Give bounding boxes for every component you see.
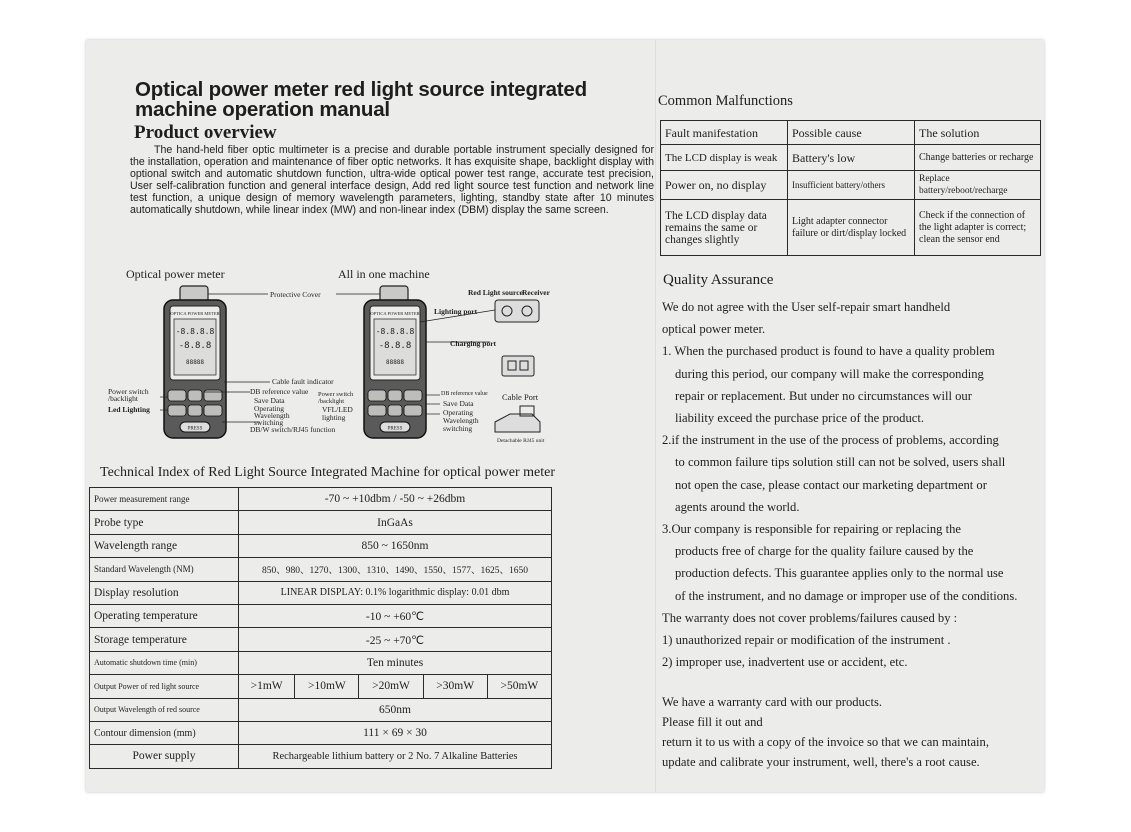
spec-value: 650nm bbox=[239, 698, 552, 721]
spec-label: Output Wavelength of red source bbox=[90, 698, 239, 721]
qa-line: The warranty does not cover problems/failures caused by : bbox=[662, 610, 958, 625]
svg-text:-8.8.8.8: -8.8.8.8 bbox=[175, 327, 215, 336]
cell: Replace battery/reboot/recharge bbox=[915, 171, 1041, 200]
callout-detachable-rj45: Detachable RJ45 unit bbox=[497, 438, 545, 444]
spec-row bbox=[90, 511, 552, 534]
right-page bbox=[657, 40, 1044, 792]
warranty-line: return it to us with a copy of the invoice so that we can maintain, bbox=[662, 735, 990, 749]
warranty-line: Please fill it out and bbox=[662, 715, 763, 729]
svg-text:-8.8.8: -8.8.8 bbox=[378, 341, 412, 351]
device-label-right: OPTICA POWER METER bbox=[370, 311, 420, 316]
optical-power-meter-device bbox=[164, 286, 226, 438]
malfunctions-table bbox=[660, 120, 1041, 256]
qa-line: optical power meter. bbox=[662, 322, 766, 337]
device-label-left: OPTICA POWER METER bbox=[170, 311, 220, 316]
spec-value: >50mW bbox=[487, 675, 551, 698]
caption-optical-power-meter: Optical power meter bbox=[126, 267, 225, 281]
device-diagram bbox=[100, 282, 550, 462]
callout-power-switch-mid-1: Power switch bbox=[318, 391, 354, 398]
callout-db-reference-left: DB reference value bbox=[250, 387, 309, 396]
callout-operating-right-1: Operating bbox=[443, 408, 473, 417]
cell: Power on, no display bbox=[661, 171, 788, 200]
cell: Change batteries or recharge bbox=[915, 145, 1041, 171]
manual-sheet bbox=[86, 40, 1044, 792]
spec-value: >30mW bbox=[423, 675, 487, 698]
spec-value: LINEAR DISPLAY: 0.1% logarithmic display: 0.01 dbm bbox=[239, 581, 552, 604]
spec-table bbox=[89, 487, 552, 769]
spec-value: -10 ~ +60℃ bbox=[239, 604, 552, 627]
svg-text:-8.8.8: -8.8.8 bbox=[178, 341, 212, 351]
spec-label: Contour dimension (mm) bbox=[90, 721, 239, 744]
spec-label: Standard Wavelength (NM) bbox=[90, 558, 239, 581]
cell: Light adapter connector failure or dirt/display locked bbox=[788, 200, 915, 256]
warranty-line: update and calibrate your instrument, well, there's a root cause. bbox=[662, 755, 980, 769]
left-page bbox=[86, 40, 655, 792]
spec-label: Display resolution bbox=[90, 581, 239, 604]
press-button-right: PRESS bbox=[387, 426, 403, 432]
qa-line: agents around the world. bbox=[675, 499, 800, 514]
qa-line: 2) improper use, inadvertent use or accident, etc. bbox=[662, 655, 908, 670]
callout-power-switch-left-2: /backlight bbox=[108, 394, 138, 403]
callout-red-light-source: Red Light source bbox=[468, 288, 523, 297]
spec-row bbox=[90, 534, 552, 557]
spec-value: -25 ~ +70℃ bbox=[239, 628, 552, 651]
spec-row bbox=[90, 604, 552, 627]
warranty-text bbox=[662, 692, 1042, 772]
warranty-line: We have a warranty card with our products. bbox=[662, 695, 882, 709]
callout-db-reference-right: DB reference value bbox=[441, 391, 488, 397]
spec-value: >1mW bbox=[239, 675, 295, 698]
svg-text:88888: 88888 bbox=[185, 359, 205, 366]
callout-power-switch-mid-2: /backlight bbox=[318, 398, 344, 405]
spec-value: Ten minutes bbox=[239, 651, 552, 674]
spec-row bbox=[90, 651, 552, 674]
cell: The LCD display data remains the same or changes slightly bbox=[661, 200, 788, 256]
qa-line: liability exceed the purchase price of the product. bbox=[675, 411, 924, 426]
spec-row bbox=[90, 628, 552, 651]
spec-row bbox=[90, 721, 552, 744]
spec-row bbox=[90, 581, 552, 604]
qa-line: products free of charge for the quality failure caused by the bbox=[675, 544, 974, 559]
svg-text:88888: 88888 bbox=[385, 359, 405, 366]
spec-label: Probe type bbox=[90, 511, 239, 534]
qa-line: 3.Our company is responsible for repairing or replacing the bbox=[662, 522, 962, 537]
spec-value: -70 ~ +10dbm / -50 ~ +26dbm bbox=[239, 488, 552, 511]
qa-line: 1) unauthorized repair or modification of the instrument . bbox=[662, 633, 951, 648]
quality-assurance-text bbox=[662, 296, 1042, 673]
spec-label: Wavelength range bbox=[90, 534, 239, 557]
press-button-left: PRESS bbox=[187, 426, 203, 432]
header-cell: Possible cause bbox=[788, 121, 915, 145]
spec-value: >20mW bbox=[359, 675, 423, 698]
spec-row bbox=[90, 698, 552, 721]
caption-all-in-one: All in one machine bbox=[338, 267, 430, 281]
spec-value: 111 × 69 × 30 bbox=[239, 721, 552, 744]
callout-lighting-port: Lighting port bbox=[434, 307, 478, 316]
callout-save-data-left: Save Data bbox=[254, 396, 285, 405]
table-header-row bbox=[661, 121, 1041, 145]
spec-label: Output Power of red light source bbox=[90, 675, 239, 698]
qa-line: 2.if the instrument in the use of the process of problems, according bbox=[662, 433, 999, 448]
spec-value: 850、980、1270、1300、1310、1490、1550、1577、1625、1650 bbox=[239, 558, 552, 581]
callout-operating-right-2: Wavelength bbox=[443, 416, 479, 425]
spec-label: Power measurement range bbox=[90, 488, 239, 511]
qa-line: production defects. This guarantee applies only to the normal use bbox=[675, 566, 1004, 581]
spec-table-title: Technical Index of Red Light Source Integrated Machine for optical power meter bbox=[100, 465, 556, 480]
svg-text:-8.8.8.8: -8.8.8.8 bbox=[375, 327, 415, 336]
callout-protective-cover: Protective Cover bbox=[270, 290, 321, 299]
spec-row bbox=[90, 558, 552, 581]
page-title: Optical power meter red light source integrated machine operation manual bbox=[135, 78, 587, 121]
spec-value: >10mW bbox=[295, 675, 359, 698]
callout-charging-port: Charging port bbox=[450, 339, 497, 348]
spec-label: Power supply bbox=[90, 745, 239, 768]
callout-power-switch-left-1: Power switch bbox=[108, 387, 149, 396]
callout-vfl-2: lighting bbox=[322, 413, 346, 422]
callout-operating-left-3: switching bbox=[254, 418, 284, 427]
malfunctions-heading: Common Malfunctions bbox=[658, 93, 793, 109]
spec-label: Operating temperature bbox=[90, 604, 239, 627]
header-cell: Fault manifestation bbox=[661, 121, 788, 145]
cell: The LCD display is weak bbox=[661, 145, 788, 171]
table-row bbox=[661, 145, 1041, 171]
qa-line: not open the case, please contact our marketing department or bbox=[675, 477, 987, 492]
overview-text: The hand-held fiber optic multimeter is a precise and durable portable instrument specially designed for the installation, operation and maintenance of fiber optic networks. It has exquisite shape, backlight display with optional switch and automatic shutdown function, ultra-wide optical power test range, accurate test precision, User self-calibration function and general interface design, Add red light source test function and network line test function, a unique design of memory wavelength parameters, lighting, standby state after 10 minutes automatically shutdown, while linear index (MW) and non-linear index (DBM) display the same screen. bbox=[130, 144, 654, 216]
qa-line: We do not agree with the User self-repair smart handheld bbox=[662, 300, 951, 314]
header-cell: The solution bbox=[915, 121, 1041, 145]
all-in-one-device bbox=[364, 286, 426, 438]
callout-receiver: Receiver bbox=[522, 288, 550, 297]
overview-heading: Product overview bbox=[134, 122, 277, 143]
callout-cable-port: Cable Port bbox=[502, 392, 539, 402]
table-row bbox=[661, 200, 1041, 256]
spec-value: Rechargeable lithium battery or 2 No. 7 Alkaline Batteries bbox=[239, 745, 552, 768]
callout-cable-fault-indicator: Cable fault indicator bbox=[272, 377, 334, 386]
qa-line: 1. When the purchased product is found to have a quality problem bbox=[662, 344, 995, 359]
spec-label: Automatic shutdown time (min) bbox=[90, 651, 239, 674]
cell: Check if the connection of the light adapter is correct; clean the sensor end bbox=[915, 200, 1041, 256]
quality-assurance-heading: Quality Assurance bbox=[663, 272, 774, 288]
qa-line: repair or replacement. But under no circumstances will our bbox=[675, 388, 972, 403]
callout-operating-left-1: Operating bbox=[254, 404, 284, 413]
spec-value: 850 ~ 1650nm bbox=[239, 534, 552, 557]
spec-row bbox=[90, 675, 552, 698]
callout-dbw-switch: DB/W switch/RJ45 function bbox=[250, 425, 336, 434]
spec-value: InGaAs bbox=[239, 511, 552, 534]
callout-vfl-1: VFL/LED bbox=[322, 405, 353, 414]
qa-line: during this period, our company will make the corresponding bbox=[675, 366, 984, 381]
qa-line: to common failure tips solution still can not be solved, users shall bbox=[675, 455, 1006, 470]
callout-operating-right-3: switching bbox=[443, 424, 473, 433]
cell: Battery's low bbox=[788, 145, 915, 171]
spec-row bbox=[90, 745, 552, 768]
qa-line: of the instrument, and no damage or improper use of the conditions. bbox=[675, 588, 1018, 603]
table-row bbox=[661, 171, 1041, 200]
callout-operating-left-2: Wavelength bbox=[254, 411, 290, 420]
port-insets bbox=[495, 300, 540, 432]
callout-save-data-right: Save Data bbox=[443, 399, 474, 408]
spec-row bbox=[90, 488, 552, 511]
cell: Insufficient battery/others bbox=[788, 171, 915, 200]
callout-led-lighting: Led Lighting bbox=[108, 405, 150, 414]
spec-label: Storage temperature bbox=[90, 628, 239, 651]
